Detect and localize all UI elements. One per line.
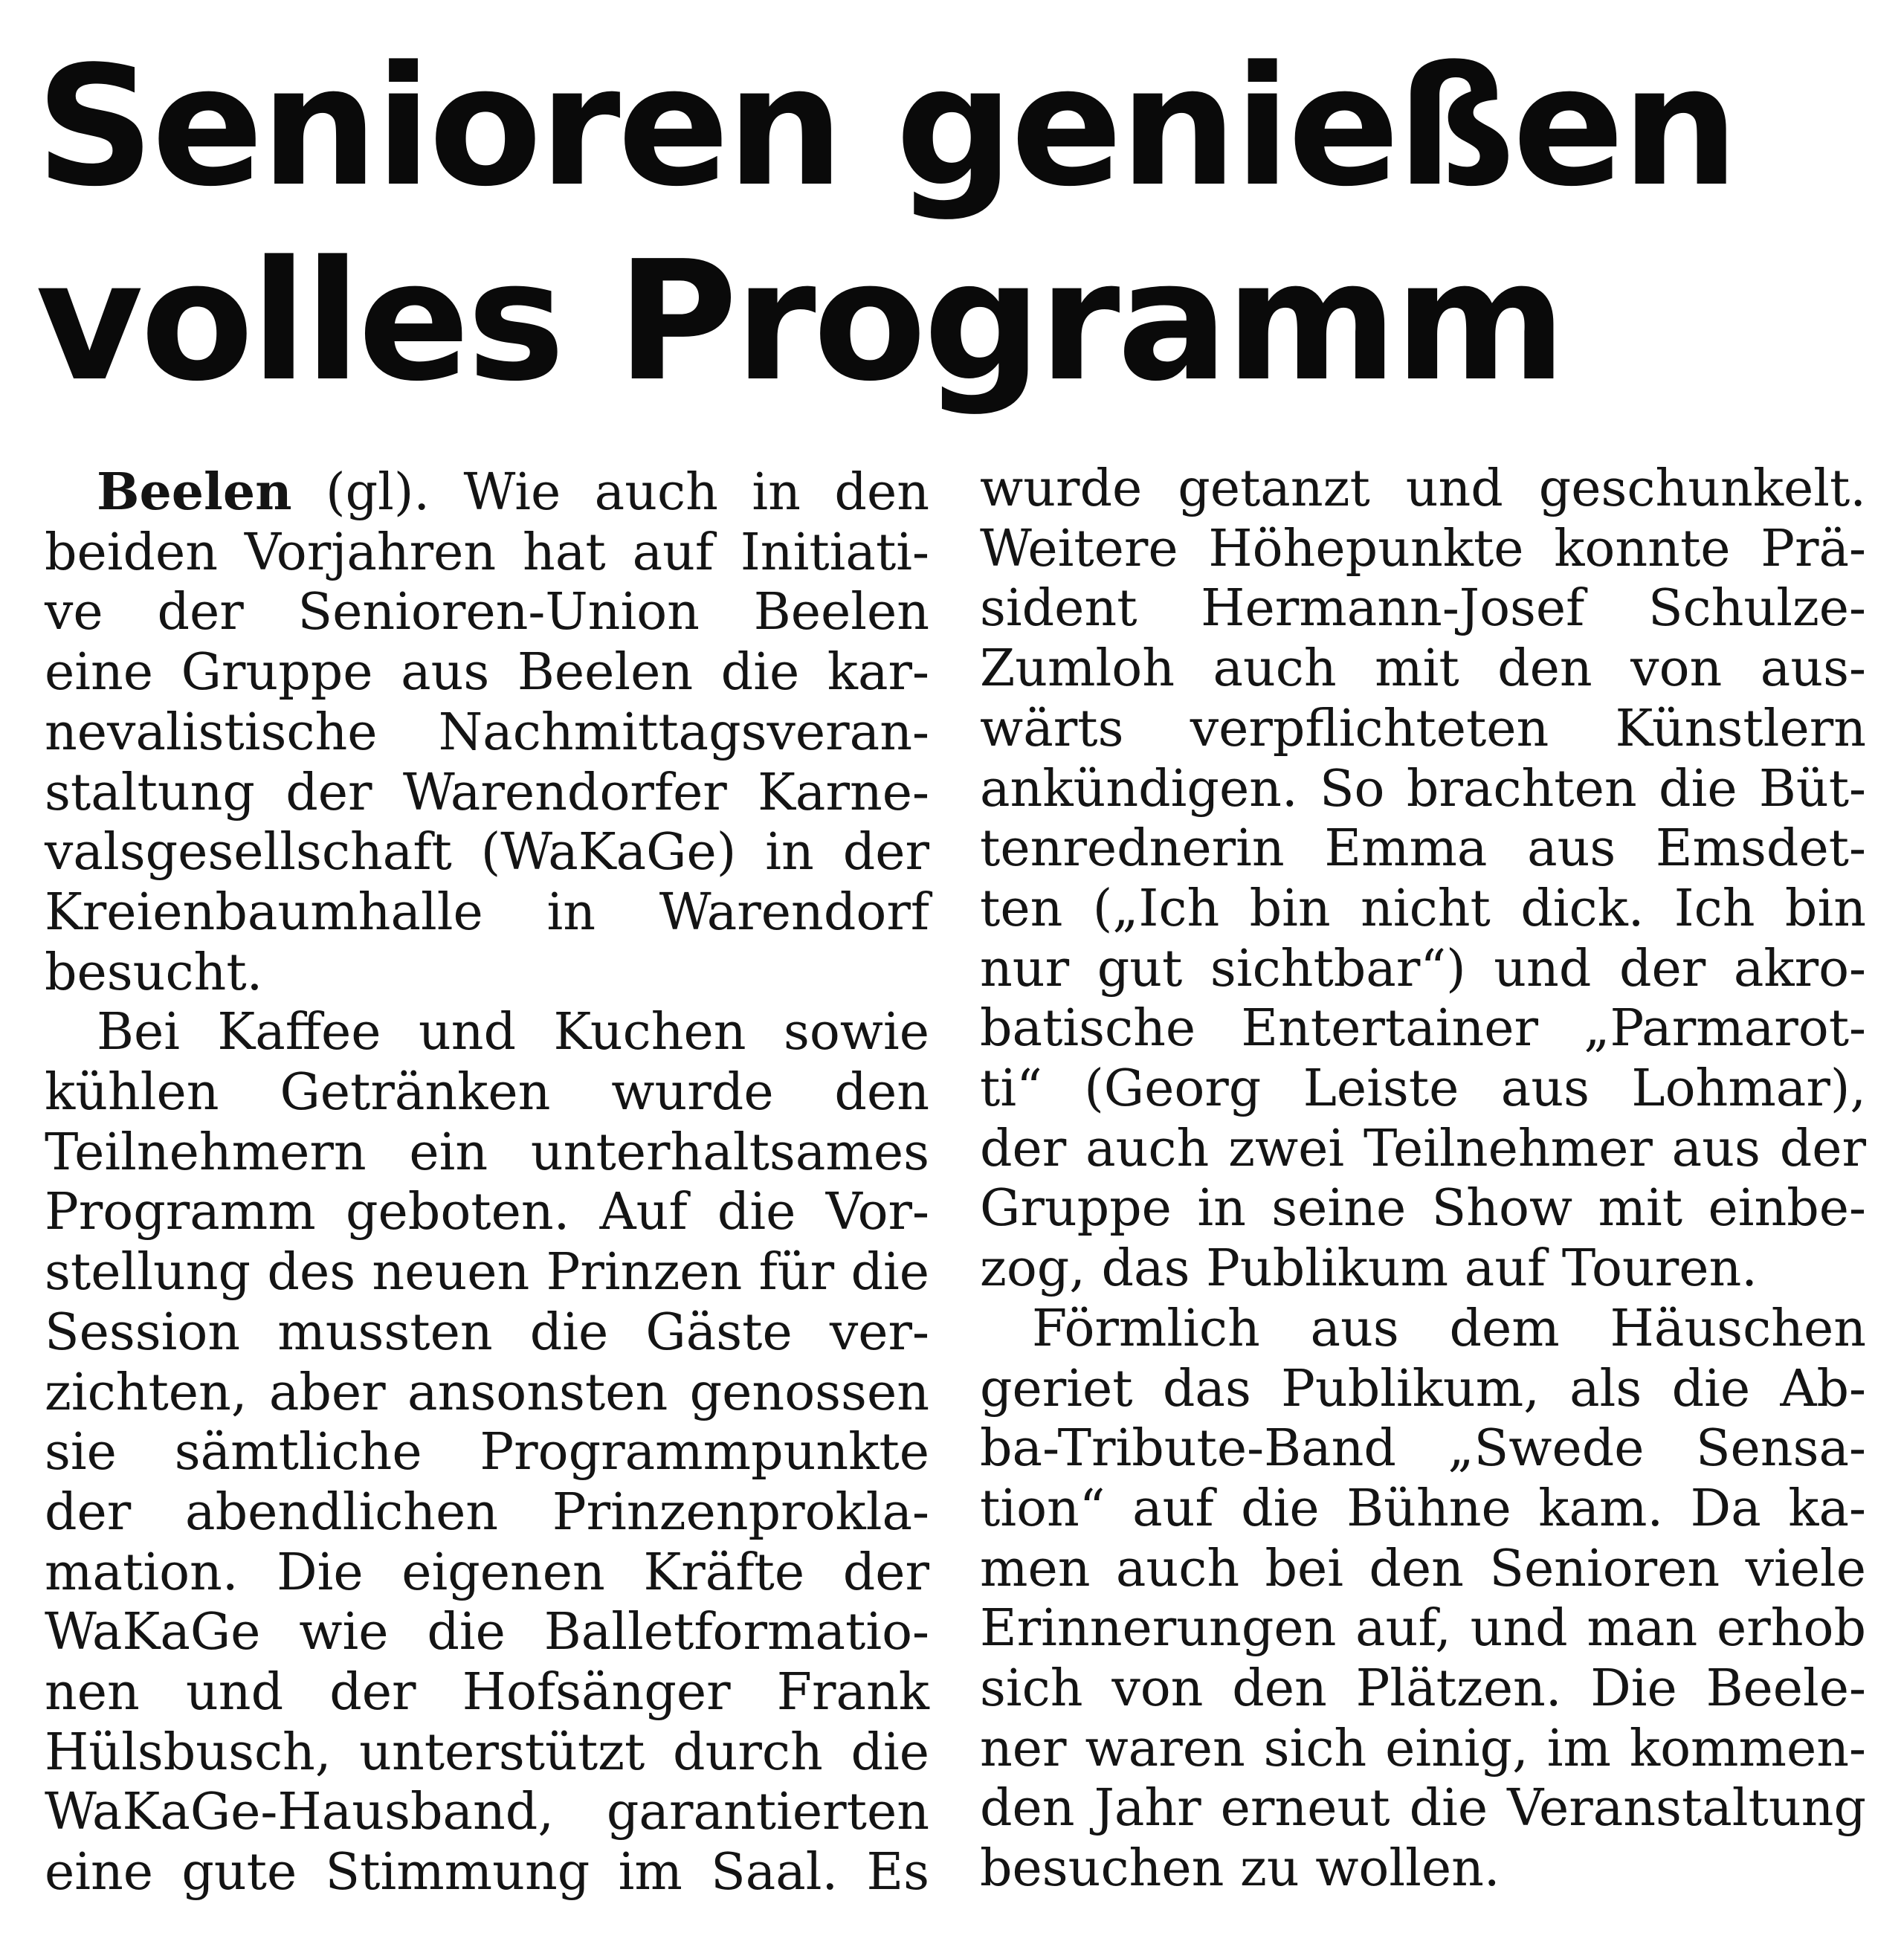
text-line: wärts verpflichteten Künstlern — [980, 699, 1866, 758]
text-line: zog, das Publikum auf Touren. — [980, 1239, 1758, 1299]
text-line: ten („Ich bin nicht dick. Ich bin — [980, 879, 1866, 938]
text-line: Programm geboten. Auf die Vor- — [45, 1183, 929, 1242]
text-line: nur gut sichtbar“) und der akro- — [980, 939, 1866, 998]
text-line: den Jahr erneut die Veranstaltung — [980, 1779, 1866, 1838]
text-line: geriet das Publikum, als die Ab- — [980, 1359, 1866, 1418]
text-line: ankündigen. So brachten die Büt- — [980, 759, 1866, 819]
text-line: WaKaGe-Hausband, garantierten — [45, 1783, 929, 1842]
text-line: zichten, aber ansonsten genossen — [45, 1363, 929, 1422]
text-line: eine Gruppe aus Beelen die kar- — [45, 643, 929, 703]
text-line: kühlen Getränken wurde den — [45, 1063, 929, 1123]
text-line: ner waren sich einig, im kommen- — [980, 1719, 1866, 1778]
text-line: WaKaGe wie die Balletformatio- — [45, 1603, 929, 1662]
text-line: Hülsbusch, unterstützt durch die — [45, 1723, 929, 1782]
paragraph-2-continued — [980, 459, 1866, 1300]
text-line: stellung des neuen Prinzen für die — [45, 1243, 929, 1302]
text-line: besucht. — [45, 943, 263, 1002]
text-line: tenrednerin Emma aus Emsdet- — [980, 819, 1866, 879]
headline-line-1: Senioren genießen — [36, 31, 1736, 223]
text-line: men auch bei den Senioren viele — [980, 1539, 1866, 1598]
dateline-agency: (gl). — [326, 463, 430, 522]
paragraph-3 — [980, 1300, 1866, 1899]
text-line: valsgesellschaft (WaKaGe) in der — [45, 823, 929, 882]
text-line: Bei Kaffee und Kuchen sowie — [97, 1003, 929, 1062]
text-line: Teilnehmern ein unterhaltsames — [45, 1123, 929, 1182]
text-line-fragment: Wie auch in den — [430, 463, 929, 522]
text-line: Weitere Höhepunkte konnte Prä- — [980, 519, 1866, 578]
text-line: Gruppe in seine Show mit einbe- — [980, 1179, 1866, 1239]
article-column-left — [45, 462, 929, 1903]
text-line: der auch zwei Teilnehmer aus der — [980, 1119, 1866, 1178]
text-line: batische Entertainer „Parmarot- — [980, 999, 1866, 1059]
text-line: staltung der Warendorfer Karne- — [45, 763, 929, 822]
text-line: eine gute Stimmung im Saal. Es — [45, 1843, 929, 1902]
text-line: tion“ auf die Bühne kam. Da ka- — [980, 1479, 1866, 1538]
text-line: Erinnerungen auf, und man erhob — [980, 1599, 1866, 1659]
text-line: Förmlich aus dem Häuschen — [1032, 1299, 1866, 1358]
text-line: besuchen zu wollen. — [980, 1839, 1500, 1899]
text-line: nen und der Hofsänger Frank — [45, 1663, 929, 1723]
text-line: Zumloh auch mit den von aus- — [980, 639, 1866, 699]
text-line: ve der Senioren-Union Beelen — [45, 583, 929, 642]
text-line — [45, 462, 929, 523]
headline — [36, 30, 1865, 419]
text-line: sich von den Plätzen. Die Beele- — [980, 1659, 1866, 1719]
text-line: Session mussten die Gäste ver- — [45, 1302, 929, 1362]
text-line: der abendlichen Prinzenprokla- — [45, 1482, 929, 1542]
text-line: ti“ (Georg Leiste aus Lohmar), — [980, 1059, 1866, 1119]
text-line: wurde getanzt und geschunkelt. — [980, 459, 1866, 518]
dateline-place: Beelen — [97, 462, 292, 522]
text-line: ba-Tribute-Band „Swede Sensa- — [980, 1419, 1866, 1479]
text-line: mation. Die eigenen Kräfte der — [45, 1543, 929, 1602]
headline-line-2: volles Programm — [36, 226, 1563, 418]
text-line: sident Hermann-Josef Schulze- — [980, 579, 1866, 639]
text-line: beiden Vorjahren hat auf Initiati- — [45, 523, 929, 582]
paragraph-1 — [45, 462, 929, 1003]
text-line: Kreienbaumhalle in Warendorf — [45, 882, 929, 942]
text-line: nevalistische Nachmittagsveran- — [45, 703, 929, 762]
paragraph-2 — [45, 1003, 929, 1903]
article-column-right — [980, 459, 1866, 1899]
text-line: sie sämtliche Programmpunkte — [45, 1423, 929, 1482]
